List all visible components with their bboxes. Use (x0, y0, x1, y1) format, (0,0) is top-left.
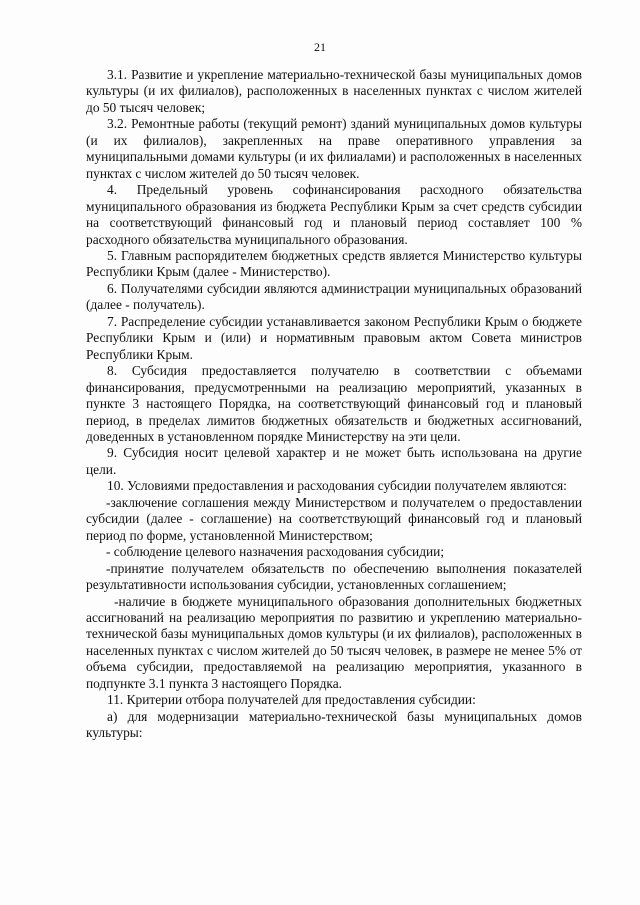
condition-target-use: - соблюдение целевого назначения расходования субсидии; (106, 544, 445, 560)
paragraph-6: 6. Получателями субсидии являются администрации муниципальных образований (далее - получатель). (86, 280, 582, 313)
paragraph-3-1: 3.1. Развитие и укрепление материально-технической базы муниципальных домов культуры (и их филиалов), расположенных в населенных пунктах с числом жителей до 50 тысяч человек; (86, 67, 582, 115)
paragraph-11-a: а) для модернизации материально-технической базы муниципальных домов культуры: (86, 708, 582, 741)
paragraph-3-2: 3.2. Ремонтные работы (текущий ремонт) зданий муниципальных домов культуры (и их филиалов), закрепленных на праве оперативного управления за муниципальными домами культуры (и их филиалами) и расположенных в населенных пунктах с числом жителей до 50 тысяч человек. (86, 116, 582, 181)
paragraph-8: 8. Субсидия предоставляется получателю в соответствии с объемами финансирования, предусмотренными на реализацию мероприятий, указанных в пункте 3 настоящего Порядка, на соответствующий финансовый год и плановый период, в пределах лимитов бюджетных обязательств и бюджетных ассигнований, доведенных в установленном порядке Министерству на эти цели. (86, 363, 582, 444)
page-number: 21 (314, 40, 326, 54)
paragraph-10: 10. Условиями предоставления и расходования субсидии получателем являются: (107, 478, 567, 494)
condition-obligations: -принятие получателем обязательств по обеспечению выполнения показателей результативности использования субсидии, установленных соглашением; (86, 560, 582, 593)
condition-agreement: -заключение соглашения между Министерством и получателем о предоставлении субсидии (далее - соглашение) на соответствующий финансовый год и плановый период по форме, установленной Министерством; (86, 494, 582, 543)
condition-budget-allocations: -наличие в бюджете муниципального образования дополнительных бюджетных ассигнований на реализацию мероприятия по развитию и укреплению материально-технической базы муниципальных домов культуры (и их филиалов), расположенных в населенных пунктах с числом жителей до 50 тысяч человек, в размере не менее 5% от объема субсидии, предоставляемой на реализацию мероприятия, указанного в подпункте 3.1 пункта 3 настоящего Порядка. (86, 593, 582, 691)
paragraph-5: 5. Главным распорядителем бюджетных средств является Министерство культуры Республики Крым (далее - Министерство). (86, 247, 582, 280)
paragraph-4: 4. Предельный уровень софинансирования расходного обязательства муниципального образования из бюджета Республики Крым за счет средств субсидии на соответствующий финансовый год и плановый период составляет 100 % расходного обязательства муниципального образования. (86, 182, 582, 247)
paragraph-9: 9. Субсидия носит целевой характер и не может быть использована на другие цели. (86, 445, 582, 477)
document-body (86, 67, 582, 742)
paragraph-11: 11. Критерии отбора получателей для предоставления субсидии: (107, 692, 476, 708)
paragraph-7: 7. Распределение субсидии устанавливается законом Республики Крым о бюджете Республики Крым и (или) и нормативным правовым актом Совета министров Республики Крым. (86, 313, 582, 362)
